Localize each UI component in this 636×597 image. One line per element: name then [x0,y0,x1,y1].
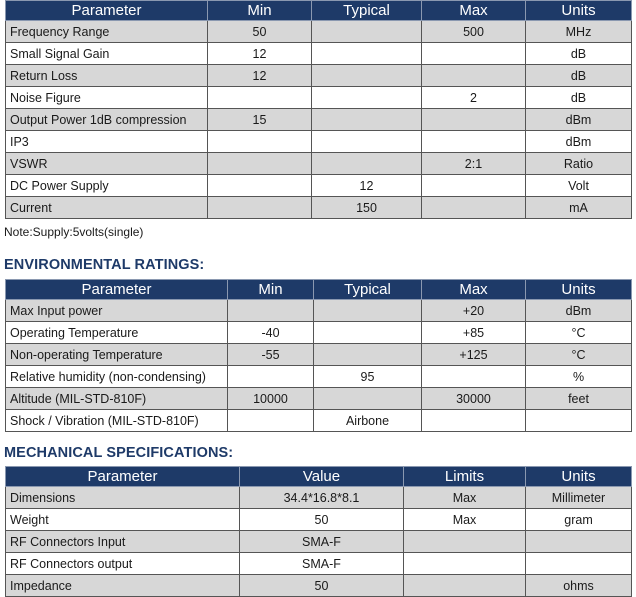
header-max: Max [422,280,526,300]
value-cell: 500 [422,21,526,43]
parameter-cell: Output Power 1dB compression [6,109,208,131]
value-cell [526,531,632,553]
table-row [6,575,632,597]
electrical-spec-table [5,0,632,219]
value-cell [228,300,314,322]
table-header-row [6,280,632,300]
header-parameter: Parameter [6,280,228,300]
value-cell: 2:1 [422,153,526,175]
table-row [6,175,632,197]
parameter-cell: Return Loss [6,65,208,87]
parameter-cell: Altitude (MIL-STD-810F) [6,388,228,410]
value-cell: 12 [208,43,312,65]
value-cell [208,87,312,109]
parameter-cell: Shock / Vibration (MIL-STD-810F) [6,410,228,432]
value-cell: dB [526,65,632,87]
value-cell [312,87,422,109]
parameter-cell: Impedance [6,575,240,597]
parameter-cell: Frequency Range [6,21,208,43]
value-cell: Airbone [314,410,422,432]
value-cell: Millimeter [526,487,632,509]
value-cell [312,153,422,175]
environmental-title: ENVIRONMENTAL RATINGS: [4,257,205,273]
value-cell: °C [526,322,632,344]
parameter-cell: Current [6,197,208,219]
table-row [6,300,632,322]
header-min: Min [228,280,314,300]
table-row [6,153,632,175]
value-cell [526,410,632,432]
table-row [6,553,632,575]
parameter-cell: RF Connectors Input [6,531,240,553]
parameter-cell: Non-operating Temperature [6,344,228,366]
value-cell [312,131,422,153]
value-cell [312,43,422,65]
value-cell: +125 [422,344,526,366]
value-cell: feet [526,388,632,410]
value-cell [312,109,422,131]
table-row [6,43,632,65]
table-row [6,197,632,219]
value-cell: dBm [526,109,632,131]
value-cell: 150 [312,197,422,219]
value-cell: +85 [422,322,526,344]
parameter-cell: RF Connectors output [6,553,240,575]
parameter-cell: VSWR [6,153,208,175]
value-cell [422,197,526,219]
value-cell [312,21,422,43]
value-cell: 34.4*16.8*8.1 [240,487,404,509]
value-cell: dB [526,43,632,65]
table-row [6,388,632,410]
value-cell [228,366,314,388]
value-cell: 50 [240,509,404,531]
value-cell [526,553,632,575]
header-parameter: Parameter [6,467,240,487]
value-cell [422,109,526,131]
value-cell: 95 [314,366,422,388]
table-row [6,65,632,87]
parameter-cell: Dimensions [6,487,240,509]
value-cell [422,366,526,388]
supply-note: Note:Supply:5volts(single) [4,225,144,239]
value-cell [208,131,312,153]
value-cell [208,197,312,219]
value-cell: MHz [526,21,632,43]
value-cell: gram [526,509,632,531]
value-cell: 12 [208,65,312,87]
value-cell: 10000 [228,388,314,410]
value-cell: % [526,366,632,388]
value-cell [422,410,526,432]
value-cell [404,531,526,553]
value-cell: ohms [526,575,632,597]
table-row [6,87,632,109]
header-min: Min [208,1,312,21]
value-cell: +20 [422,300,526,322]
value-cell [404,575,526,597]
parameter-cell: Max Input power [6,300,228,322]
value-cell: 50 [240,575,404,597]
value-cell: Volt [526,175,632,197]
value-cell: mA [526,197,632,219]
value-cell: 30000 [422,388,526,410]
header-parameter: Parameter [6,1,208,21]
value-cell: Max [404,487,526,509]
value-cell [314,300,422,322]
value-cell [312,65,422,87]
table-row [6,131,632,153]
value-cell: SMA-F [240,531,404,553]
header-units: Units [526,280,632,300]
value-cell: Ratio [526,153,632,175]
table-header-row [6,467,632,487]
value-cell [314,344,422,366]
table-row [6,109,632,131]
parameter-cell: Small Signal Gain [6,43,208,65]
table-row [6,322,632,344]
header-value: Value [240,467,404,487]
header-units: Units [526,1,632,21]
table-row [6,366,632,388]
table-row [6,410,632,432]
value-cell: 50 [208,21,312,43]
parameter-cell: Noise Figure [6,87,208,109]
header-max: Max [422,1,526,21]
value-cell [208,175,312,197]
value-cell: dB [526,87,632,109]
value-cell [404,553,526,575]
header-limits: Limits [404,467,526,487]
value-cell: SMA-F [240,553,404,575]
mechanical-title: MECHANICAL SPECIFICATIONS: [4,445,234,461]
value-cell: -55 [228,344,314,366]
value-cell [208,153,312,175]
value-cell: 2 [422,87,526,109]
value-cell [422,175,526,197]
value-cell: dBm [526,300,632,322]
value-cell: dBm [526,131,632,153]
parameter-cell: DC Power Supply [6,175,208,197]
environmental-ratings-table [5,279,632,432]
table-row [6,531,632,553]
value-cell: 15 [208,109,312,131]
table-row [6,21,632,43]
header-typical: Typical [312,1,422,21]
value-cell: °C [526,344,632,366]
table-row [6,509,632,531]
header-typical: Typical [314,280,422,300]
table-row [6,487,632,509]
header-units: Units [526,467,632,487]
mechanical-spec-table [5,466,632,597]
table-header-row [6,1,632,21]
parameter-cell: IP3 [6,131,208,153]
value-cell: 12 [312,175,422,197]
parameter-cell: Operating Temperature [6,322,228,344]
value-cell [228,410,314,432]
value-cell [314,388,422,410]
parameter-cell: Relative humidity (non-condensing) [6,366,228,388]
value-cell [422,131,526,153]
table-row [6,344,632,366]
value-cell [314,322,422,344]
value-cell: -40 [228,322,314,344]
parameter-cell: Weight [6,509,240,531]
value-cell: Max [404,509,526,531]
value-cell [422,43,526,65]
value-cell [422,65,526,87]
